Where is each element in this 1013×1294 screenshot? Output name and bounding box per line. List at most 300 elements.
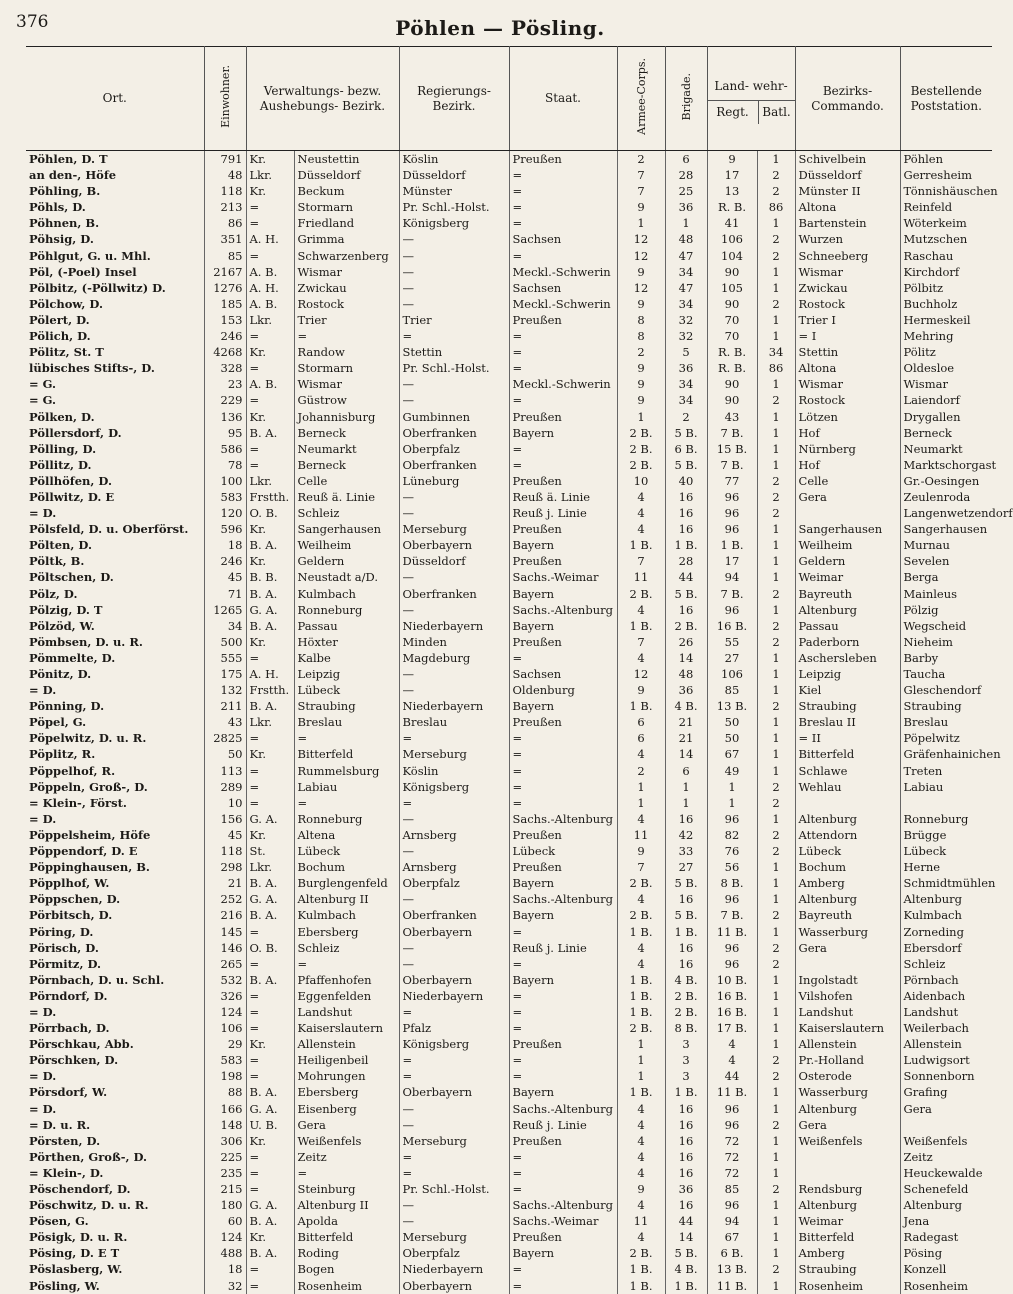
table-cell: Straubing [903,699,962,714]
table-cell: 2 [757,231,795,247]
table-cell: 2 [757,1261,795,1277]
table-cell: 6 B. [665,441,707,457]
table-cell: Pöhling, B. [26,183,204,199]
table-row [26,1149,992,1165]
table-cell: 246 [204,328,246,344]
table-row [26,988,992,1004]
table-cell: 2 [617,763,665,779]
col-header-poststation: Bestellende Poststation. [900,47,992,151]
col-header-landwehr [707,47,795,151]
table-cell: Reuß j. Linie [509,940,617,956]
table-cell: 18 [204,537,246,553]
table-cell [795,1165,900,1181]
table-cell: 95 [204,425,246,441]
table-cell: 78 [204,457,246,473]
table-cell: A. H. [246,280,294,296]
table-cell: 2 B. [617,425,665,441]
table-row [26,827,992,843]
table-cell: = [509,1278,617,1294]
table-cell: Kr. [246,521,294,537]
table-cell: Sangerhausen [795,521,900,537]
table-cell: Gr.-Oesingen [903,473,980,488]
table-cell: 215 [204,1181,246,1197]
table-cell: 4 [617,1101,665,1117]
table-cell: Grimma [294,231,399,247]
table-cell: 1 [757,602,795,618]
table-cell: 2 [757,1068,795,1084]
table-cell: 1 B. [665,924,707,940]
table-cell: Wöterkeim [903,216,967,231]
table-cell: 2 B. [617,586,665,602]
table-cell: = [509,360,617,376]
table-cell: Mohrungen [294,1068,399,1084]
table-cell: A. H. [246,231,294,247]
table-cell: = [509,167,617,183]
table-cell: — [399,843,509,859]
table-cell: Altona [795,360,900,376]
table-cell: = [509,1020,617,1036]
table-row [26,875,992,891]
table-cell: B. A. [246,698,294,714]
table-cell: 2 B. [665,988,707,1004]
table-cell: Pörsten, D. [26,1133,204,1149]
table-cell: 1 [757,875,795,891]
table-cell: 3 [665,1036,707,1052]
table-cell: Weimar [795,1213,900,1229]
table-cell: Landshut [795,1004,900,1020]
table-cell: 1 [757,1165,795,1181]
table-cell: Friedland [294,215,399,231]
table-cell: 42 [665,827,707,843]
table-cell: Weilheim [795,537,900,553]
table-cell: Hof [795,457,900,473]
table-cell: = [246,1020,294,1036]
table-cell: Nieheim [903,634,953,649]
table-cell: 14 [665,746,707,762]
table-cell: 4 [617,521,665,537]
table-cell: 2167 [204,264,246,280]
table-cell: Osterode [795,1068,900,1084]
table-cell: 7 [617,634,665,650]
table-cell: 96 [707,891,757,907]
table-cell: = [246,650,294,666]
table-cell: Ludwigsort [903,1053,970,1068]
table-cell: Rostock [795,296,900,312]
table-row [26,1117,992,1133]
table-cell: Preußen [509,521,617,537]
table-cell: = [509,392,617,408]
table-cell: 32 [204,1278,246,1294]
table-row [26,1245,992,1261]
table-cell: 118 [204,183,246,199]
table-cell: 16 [665,1117,707,1133]
table-cell: Neustettin [294,151,399,168]
table-row [26,1229,992,1245]
table-cell: 32 [665,328,707,344]
table-cell: 36 [665,682,707,698]
table-cell: Sevelen [903,554,950,569]
table-cell: 106 [707,666,757,682]
table-cell: = [509,457,617,473]
table-cell: 2 [757,698,795,714]
table-cell: 1 B. [617,924,665,940]
table-cell: Aidenbach [903,988,966,1003]
table-cell: Leipzig [294,666,399,682]
table-cell: = [246,779,294,795]
table-cell: 4 [617,1165,665,1181]
table-cell: Ingolstadt [795,972,900,988]
table-cell: Köslin [399,151,509,168]
table-cell: Kr. [246,1133,294,1149]
page-number: 376 [16,12,49,32]
table-cell: Geldern [294,553,399,569]
table-cell [795,795,900,811]
table-cell: = [294,730,399,746]
table-cell: 148 [204,1117,246,1133]
table-cell: Pöllhöfen, D. [26,473,204,489]
table-cell: = [246,248,294,264]
table-cell: Arnsberg [399,859,509,875]
table-cell: Pörnbach [903,972,959,987]
table-cell: Kr. [246,409,294,425]
table-cell: Trier [399,312,509,328]
table-cell: 86 [757,360,795,376]
table-cell: 5 B. [665,457,707,473]
table-cell: 4 B. [665,698,707,714]
table-cell: 32 [665,312,707,328]
col-header-verwaltungsbezirk: Verwaltungs- bezw. Aushebungs- Bezirk. [246,47,399,151]
table-cell: Breslau II [795,714,900,730]
table-cell: 36 [665,1181,707,1197]
table-cell: 45 [204,827,246,843]
table-cell: Reuß j. Linie [509,1117,617,1133]
table-cell: 1 [757,714,795,730]
table-cell: Altenburg [795,811,900,827]
table-row [26,183,992,199]
table-cell: Güstrow [294,392,399,408]
table-cell: Sachs.-Weimar [509,569,617,585]
table-cell: = [246,924,294,940]
table-cell: Bartenstein [795,215,900,231]
table-cell: 180 [204,1197,246,1213]
table-cell: = [399,1149,509,1165]
table-cell: 1 [757,425,795,441]
table-row [26,553,992,569]
table-cell: Tönnishäuschen [903,184,998,199]
table-cell: Pöppelsheim, Höfe [26,827,204,843]
table-cell: B. A. [246,425,294,441]
table-cell: Bochum [294,859,399,875]
table-cell: 11 B. [707,1084,757,1100]
table-row [26,811,992,827]
table-cell: Pörisch, D. [26,940,204,956]
table-cell: 1 B. [707,537,757,553]
table-cell: Barby [903,650,939,665]
table-cell: Bayern [509,618,617,634]
table-cell: 16 B. [707,1004,757,1020]
table-cell: 2 [757,586,795,602]
table-cell: Preußen [509,312,617,328]
table-cell: 56 [707,859,757,875]
table-cell: — [399,569,509,585]
table-cell: B. A. [246,972,294,988]
table-cell: Hof [795,425,900,441]
col-header-bezirks-commando: Bezirks- Commando. [795,47,900,151]
table-cell: Weilerbach [903,1021,969,1036]
table-cell: 9 [617,843,665,859]
table-cell: Bitterfeld [294,746,399,762]
table-cell: G. A. [246,1197,294,1213]
table-row [26,264,992,280]
table-cell: 76 [707,843,757,859]
table-cell: = [509,1261,617,1277]
table-cell: Breslau [399,714,509,730]
table-cell: = [294,1165,399,1181]
table-cell: Allenstein [294,1036,399,1052]
table-cell: 1 [757,1084,795,1100]
table-cell: Pöhlgut, G. u. Mhl. [26,248,204,264]
table-cell: 9 [617,360,665,376]
table-cell [795,1149,900,1165]
table-cell: Pölchow, D. [26,296,204,312]
table-cell: = [509,1004,617,1020]
table-cell: Merseburg [399,521,509,537]
table-cell: 1 [707,779,757,795]
table-cell: = [509,328,617,344]
table-cell: Straubing [294,698,399,714]
table-cell: 2 B. [617,875,665,891]
table-cell: Schleiz [294,505,399,521]
table-cell: 488 [204,1245,246,1261]
table-cell: Oberpfalz [399,1245,509,1261]
table-cell: Reinfeld [903,200,953,215]
table-cell: 34 [665,376,707,392]
table-row [26,586,992,602]
table-cell: 16 [665,1165,707,1181]
table-cell: Kaiserslautern [795,1020,900,1036]
table-cell: Jena [903,1214,930,1229]
table-cell: 11 [617,827,665,843]
table-cell: 96 [707,602,757,618]
table-cell: Sachsen [509,666,617,682]
table-cell: Pölling, D. [26,441,204,457]
table-cell: 8 B. [707,875,757,891]
table-cell [795,956,900,972]
table-cell: Königsberg [399,215,509,231]
table-cell: 1 [757,763,795,779]
table-cell: 1 [757,650,795,666]
table-cell: Lübeck [294,843,399,859]
table-cell: Pr. Schl.-Holst. [399,1181,509,1197]
table-cell: Bayern [509,907,617,923]
table-cell: = [509,1165,617,1181]
table-cell: 17 B. [707,1020,757,1036]
table-row [26,730,992,746]
table-cell: 326 [204,988,246,1004]
table-cell: 7 [617,183,665,199]
table-cell: 2 [757,489,795,505]
table-row [26,344,992,360]
table-cell: Niederbayern [399,618,509,634]
table-cell: 1 [757,441,795,457]
table-cell: 4 [617,1133,665,1149]
table-cell: Weißenfels [903,1133,968,1148]
table-cell: 7 B. [707,425,757,441]
table-cell: Sonnenborn [903,1069,975,1084]
table-cell: Zorneding [903,924,964,939]
table-cell: = [509,1068,617,1084]
table-cell: Roding [294,1245,399,1261]
table-cell: 1 [757,553,795,569]
table-cell: 4 [617,811,665,827]
table-cell: Bayreuth [795,907,900,923]
table-cell: 2 [665,409,707,425]
table-cell: = [509,215,617,231]
table-cell: Köslin [399,763,509,779]
table-cell: Mutzschen [903,232,968,247]
table-cell: = D. [26,682,204,698]
table-row [26,537,992,553]
table-cell: 1 B. [617,1261,665,1277]
table-cell: 90 [707,296,757,312]
table-cell: 2 [757,795,795,811]
table-cell: = [246,988,294,1004]
table-cell: 88 [204,1084,246,1100]
table-cell: Pölbitz [903,280,944,295]
table-cell: Kr. [246,746,294,762]
table-cell: Lkr. [246,167,294,183]
table-cell: 72 [707,1133,757,1149]
table-row [26,746,992,762]
table-cell: Pöhnen, B. [26,215,204,231]
table-cell: Pösen, G. [26,1213,204,1229]
table-cell: 555 [204,650,246,666]
table-cell: 4 B. [665,1261,707,1277]
table-row [26,248,992,264]
table-row [26,1278,992,1294]
table-cell: 2 B. [665,1004,707,1020]
table-cell: Wasserburg [795,924,900,940]
table-cell: 2 [757,1117,795,1133]
table-cell: Pöslasberg, W. [26,1261,204,1277]
table-cell: Wismar [903,377,948,392]
table-cell: 10 [617,473,665,489]
table-cell: Merseburg [399,1229,509,1245]
table-cell: Münster [399,183,509,199]
table-cell: Altona [795,199,900,215]
table-cell: Allenstein [795,1036,900,1052]
table-cell: 2 [757,183,795,199]
table-cell: 16 [665,489,707,505]
table-cell: 21 [665,730,707,746]
table-cell: 9 [617,199,665,215]
table-cell: 43 [707,409,757,425]
table-cell: A. B. [246,376,294,392]
table-cell: 11 B. [707,924,757,940]
table-cell: Lötzen [795,409,900,425]
table-cell: 2 [617,151,665,168]
table-cell: Pöschwitz, D. u. R. [26,1197,204,1213]
table-row [26,409,992,425]
table-cell: 1 [757,409,795,425]
table-cell: A. H. [246,666,294,682]
table-cell: Pörrbach, D. [26,1020,204,1036]
col-header-armee-corps: Armee-Corps. [617,47,665,151]
table-row [26,151,992,168]
table-cell: Pöllwitz, D. E [26,489,204,505]
table-cell: 298 [204,859,246,875]
table-cell: 4 B. [665,972,707,988]
table-cell: Pr.-Holland [795,1052,900,1068]
table-cell: 4 [707,1052,757,1068]
table-cell: Neustadt a/D. [294,569,399,585]
table-cell: 6 [665,763,707,779]
table-cell: Lübeck [509,843,617,859]
table-cell: 1 [757,811,795,827]
table-cell: 213 [204,199,246,215]
table-cell: = [399,795,509,811]
table-cell: Sangerhausen [903,522,988,537]
table-cell: Wismar [795,264,900,280]
table-row [26,1261,992,1277]
table-cell: 16 [665,521,707,537]
table-cell: Altena [294,827,399,843]
table-cell: Niederbayern [399,988,509,1004]
table-cell: B. A. [246,1245,294,1261]
table-cell: Buchholz [903,296,958,311]
table-cell: 136 [204,409,246,425]
table-cell: Konzell [903,1262,947,1277]
table-cell: R. B. [707,344,757,360]
gazetteer-table [26,46,1013,1294]
table-cell: 90 [707,376,757,392]
table-cell: B. A. [246,1084,294,1100]
table-cell: 124 [204,1004,246,1020]
table-cell: 15 B. [707,441,757,457]
table-cell: = [399,1004,509,1020]
table-cell: 26 [665,634,707,650]
table-cell: Pönning, D. [26,698,204,714]
table-cell: Preußen [509,151,617,168]
table-cell: Bayern [509,1245,617,1261]
table-cell: 9 [617,296,665,312]
table-cell: Gräfenhainichen [903,747,1001,762]
table-cell: — [399,956,509,972]
table-cell: Bayreuth [795,586,900,602]
table-cell: = [399,1052,509,1068]
table-cell: Heuckewalde [903,1165,983,1180]
table-cell: Pösing, D. E T [26,1245,204,1261]
table-row [26,1181,992,1197]
table-cell: Pöltschen, D. [26,569,204,585]
table-cell: Kr. [246,1036,294,1052]
table-cell: 6 [617,714,665,730]
table-cell: = [509,924,617,940]
table-cell: St. [246,843,294,859]
table-cell: 104 [707,248,757,264]
table-cell: Weimar [795,569,900,585]
table-row [26,1068,992,1084]
table-cell: Frstth. [246,682,294,698]
table-cell: Bayern [509,586,617,602]
table-cell: 1 [757,1101,795,1117]
table-cell: 50 [707,730,757,746]
table-cell: = D. [26,1004,204,1020]
table-row [26,779,992,795]
table-cell: Kiel [795,682,900,698]
table-cell: Aschersleben [795,650,900,666]
table-cell: Gumbinnen [399,409,509,425]
